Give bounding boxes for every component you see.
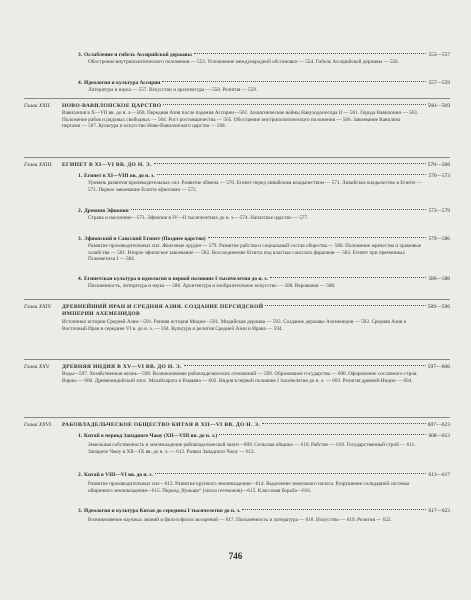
entry-number: 2. [78, 472, 83, 478]
entry-description: Возникновение научных знаний и философских воззрений — 617. Письменность и литература — 618. Искусство — 619. Религия — 622. [88, 517, 392, 523]
toc-entry[interactable] [78, 472, 450, 494]
dot-leader [262, 423, 425, 424]
toc-chapter[interactable] [24, 364, 450, 384]
entry-pages: 553—557 [428, 52, 450, 58]
toc-entry[interactable] [78, 236, 450, 263]
dot-leader [184, 365, 426, 366]
toc-entry[interactable] [78, 508, 450, 524]
toc-entry[interactable] [78, 433, 450, 455]
entry-description: Литература и наука — 557. Искусство и архитектура — 558. Религия — 559. [88, 87, 258, 93]
dot-leader [162, 81, 426, 82]
chapter-pages: 570—588 [427, 162, 450, 168]
dot-leader [194, 53, 427, 54]
chapter-label: Глава XXII. [24, 103, 51, 109]
toc-entry[interactable] [78, 173, 450, 193]
entry-number: 1. [78, 173, 83, 179]
entry-pages: 608—613 [428, 433, 450, 439]
entry-pages: 579—586 [428, 236, 450, 242]
dot-leader [163, 104, 425, 105]
entry-pages: 573—579 [428, 208, 450, 214]
chapter-pages: 607—623 [427, 422, 450, 428]
chapter-label: Глава XXVI. [24, 422, 53, 428]
entry-description: Уровень развития производительных сил. Развитие обмена — 570. Египет перед ливийским владычеством — 571. Ливийское владычество в Египте — 571. Первое завоевание Египта эфиопами — 572. [88, 180, 423, 193]
entry-number: 2. [78, 208, 83, 214]
entry-title: Египетская культура и идеология в первой половине I тысячелетия до н. э. [84, 276, 268, 282]
chapter-title: РАБОВЛАДЕЛЬЧЕСКОЕ ОБЩЕСТВО КИТАЯ В XII—VI ВВ. ДО Н. Э. [62, 422, 261, 428]
entry-pages: 613—617 [428, 472, 450, 478]
divider [24, 157, 450, 158]
chapter-pages: 560—569 [427, 103, 450, 109]
divider [24, 299, 450, 300]
entry-number: 3. [78, 508, 83, 514]
entry-description: Обострение внутриполитического положения — 553. Усложнение международной обстановки — 554. Гибель Ассирийской державы — 556. [88, 59, 399, 65]
entry-title: Китай в период Западного Чжоу (XII—VIII вв. до н. э.) [84, 433, 218, 439]
chapter-description: Источники истории Средней Азии—591. Ранняя история Мидии—591. Мидийская держава — 593. Создание державы Ахеменидов — 593. Средняя Азия и Восточный Иран в середине VI в. до н. э. — 594. Культура и религия Средней Азии и Ирана — 594. [62, 319, 407, 332]
toc-chapter[interactable] [24, 162, 450, 169]
dot-leader [265, 305, 425, 306]
chapter-description: Вавилония в X—VII вв. до н. э.—560. Передняя Азия после падения Ассирии—561. Захватнические войны Навуходоносора II — 561. Города Вавилонии — 563. Положение рабов и рядовых свободных — 564. Рост ростовщичества — 565. Обострение внутриполитического положения — 566. Завоевание Вавилона персами — 567. Культура и искусство Ново-Вавилонского царства — 568. [62, 110, 419, 130]
toc-chapter[interactable] [24, 422, 450, 429]
entry-title: Идеология и культура Ассирии [84, 80, 161, 86]
chapter-description: Веды—597. Хозяйственная жизнь—598. Возникновение рабовладельческих отношений — 599. Образование государства — 600. Оформление сословного строя. Варны — 600. Древнеиндийский эпос. Махабхарата и Рамаяна — 602. Индия в первой половине I тысячелетия до н. э. — 603. Религия древней Индии — 604. [62, 371, 418, 384]
chapter-pages: 597—606 [427, 364, 450, 370]
dot-leader [131, 209, 427, 210]
divider [24, 359, 450, 360]
divider [24, 417, 450, 418]
entry-title: Египет в XI—VIII вв. до н. э. [84, 173, 155, 179]
entry-pages: 617—623 [428, 508, 450, 514]
entry-description: Страна и население—573. Эфиопия в IV—II тысячелетиях до н. э.—574. Напатское царство — 577. [88, 215, 309, 221]
dot-leader [242, 509, 426, 510]
chapter-label: Глава XXIV. [24, 304, 52, 310]
entry-pages: 570—573 [428, 173, 450, 179]
dot-leader [208, 237, 427, 238]
entry-title: Ослабление и гибель Ассирийской державы [84, 52, 192, 58]
chapter-title-continued: ИМПЕРИИ АХЕМЕНИДОВ [62, 311, 141, 317]
toc-entry[interactable] [78, 52, 450, 66]
entry-description: Развитие производительных сил. Железные орудия — 579. Развитие рабства и социальный состав общества — 580. Положение жречества и храмовые хозяйства — 581. Второе эфиопское завоевание — 582. Воссоединение Египта под властью саисских фараонов — 583. Египет при преемниках Псамметиха I — 584. [88, 243, 422, 263]
dot-leader [270, 277, 427, 278]
chapter-label: Глава XXV. [24, 364, 50, 370]
chapter-title: ДРЕВНЯЯ ИНДИЯ В XV—VI ВВ. ДО Н. Э. [62, 364, 182, 370]
entry-number: 1. [78, 433, 83, 439]
entry-title: Китай в VIII—VI вв. до н. э. [84, 472, 153, 478]
toc-entry[interactable] [78, 208, 450, 222]
entry-number: 4. [78, 276, 83, 282]
divider [24, 98, 450, 99]
chapter-title: ДРЕВНЕЙШИЙ ИРАН И СРЕДНЯЯ АЗИЯ. СОЗДАНИЕ ПЕРСИДСКОЙ [62, 304, 264, 310]
entry-pages: 586—588 [428, 276, 450, 282]
entry-title: Древняя Эфиопия [84, 208, 129, 214]
dot-leader [157, 174, 427, 175]
entry-number: 4. [78, 80, 83, 86]
dot-leader [154, 163, 426, 164]
chapter-title: ЕГИПЕТ В XI—VI ВВ. ДО Н. Э. [62, 162, 152, 168]
entry-description: Земельная собственность и землевладение рабовладельческой знати—609. Сельская община — 610. Рабство — 610. Государственный строй — 611. Западное Чжоу в XII—IX вв. до н. э. — 612. Развал Западного Чжоу — 612. [88, 442, 416, 455]
entry-number: 3. [78, 236, 83, 242]
chapter-title: НОВО-ВАВИЛОНСКОЕ ЦАРСТВО [62, 103, 162, 109]
chapter-pages: 589—596 [427, 304, 450, 310]
dot-leader [219, 434, 426, 435]
entry-description: Развитие производительных сил—613. Развитие крупного землевладения—614. Выделение земельного налога. Разрушение солидарной системы общинного землевладения—615. Период „Чуньцю“ (эпоха гегемонов)—615. Классовая борьба—616. [88, 481, 410, 494]
toc-entry[interactable] [78, 80, 450, 94]
entry-title: Эфиопский и Саисский Египет (Позднее царство) [84, 236, 206, 242]
entry-pages: 557—559 [428, 80, 450, 86]
toc-chapter[interactable] [24, 304, 450, 332]
toc-entry[interactable] [78, 276, 450, 290]
dot-leader [155, 473, 427, 474]
page-number: 746 [228, 551, 243, 561]
toc-chapter[interactable] [24, 103, 450, 130]
chapter-label: Глава XXIII. [24, 162, 53, 168]
entry-title: Идеология и культура Китая до середины I тысячелетия до н. э. [84, 508, 241, 514]
entry-number: 3. [78, 52, 83, 58]
entry-description: Письменность, литература и наука — 586. Архитектура и изобразительное искусство — 588. Верования — 588. [88, 283, 336, 289]
